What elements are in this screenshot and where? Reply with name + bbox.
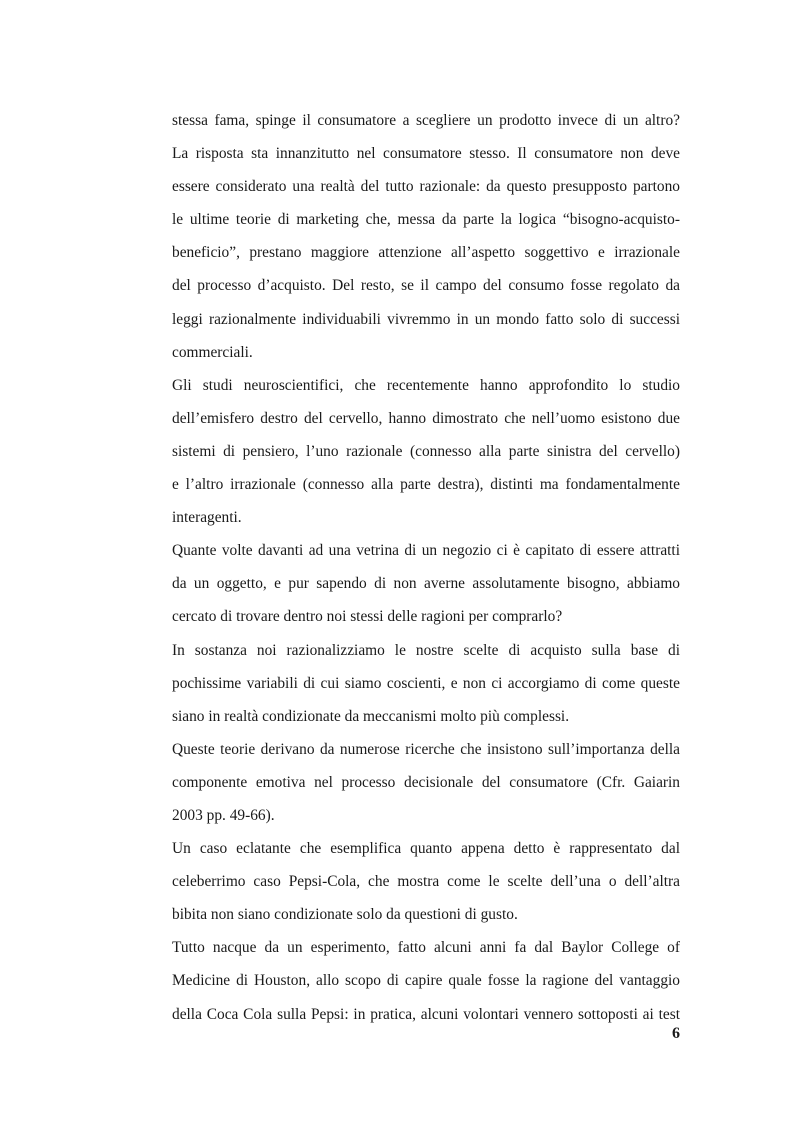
text-line: Tutto nacque da un esperimento, fatto alcuni anni fa dal Baylor College of xyxy=(172,939,680,957)
page-number: 6 xyxy=(672,1025,680,1042)
paragraph xyxy=(172,137,680,369)
text-line: Gli studi neuroscientifici, che recentemente hanno approfondito lo studio xyxy=(172,376,680,394)
text-line: siano in realtà condizionate da meccanismi molto più complessi. xyxy=(172,707,570,725)
text-line: 2003 pp. 49-66). xyxy=(172,806,275,824)
text-line: le ultime teorie di marketing che, messa da parte la logica “bisogno-acquisto- xyxy=(172,211,680,229)
text-line: La risposta sta innanzitutto nel consumatore stesso. Il consumatore non deve xyxy=(172,145,680,163)
text-line: della Coca Cola sulla Pepsi: in pratica, alcuni volontari vennero sottoposti ai test xyxy=(172,1005,680,1023)
paragraph xyxy=(172,832,680,931)
text-line: del processo d’acquisto. Del resto, se il campo del consumo fosse regolato da xyxy=(172,277,680,295)
paragraph xyxy=(172,931,680,1030)
text-line: Un caso eclatante che esemplifica quanto appena detto è rappresentato dal xyxy=(172,840,680,858)
text-line: componente emotiva nel processo decisionale del consumatore (Cfr. Gaiarin xyxy=(172,773,680,791)
text-line: e l’altro irrazionale (connesso alla parte destra), distinti ma fondamentalmente xyxy=(172,476,680,494)
text-line: cercato di trovare dentro noi stessi delle ragioni per comprarlo? xyxy=(172,608,563,626)
text-line: Queste teorie derivano da numerose ricerche che insistono sull’importanza della xyxy=(172,740,680,758)
text-line: bibita non siano condizionate solo da questioni di gusto. xyxy=(172,906,518,924)
text-line: leggi razionalmente individuabili vivremmo in un mondo fatto solo di successi xyxy=(172,310,680,328)
text-line: da un oggetto, e pur sapendo di non averne assolutamente bisogno, abbiamo xyxy=(172,575,680,593)
text-line: interagenti. xyxy=(172,509,242,527)
paragraph xyxy=(172,733,680,832)
text-line: celeberrimo caso Pepsi-Cola, che mostra come le scelte dell’una o dell’altra xyxy=(172,873,680,891)
text-line: commerciali. xyxy=(172,343,253,361)
paragraph xyxy=(172,369,680,534)
text-line: Quante volte davanti ad una vetrina di un negozio ci è capitato di essere attratti xyxy=(172,542,680,560)
text-line: sistemi di pensiero, l’uno razionale (connesso alla parte sinistra del cervello) xyxy=(172,442,680,460)
text-line: stessa fama, spinge il consumatore a scegliere un prodotto invece di un altro? xyxy=(172,112,680,129)
text-line: In sostanza noi razionalizziamo le nostre scelte di acquisto sulla base di xyxy=(172,641,680,659)
text-line: dell’emisfero destro del cervello, hanno dimostrato che nell’uomo esistono due xyxy=(172,409,680,427)
paragraph xyxy=(172,634,680,733)
paragraph xyxy=(172,104,680,137)
paragraph xyxy=(172,534,680,633)
text-line: essere considerato una realtà del tutto razionale: da questo presupposto partono xyxy=(172,178,680,196)
text-line: beneficio”, prestano maggiore attenzione all’aspetto soggettivo e irrazionale xyxy=(172,244,680,262)
text-line: pochissime variabili di cui siamo coscienti, e non ci accorgiamo di come queste xyxy=(172,674,680,692)
page-body xyxy=(172,104,680,1031)
text-line: Medicine di Houston, allo scopo di capire quale fosse la ragione del vantaggio xyxy=(172,972,680,990)
